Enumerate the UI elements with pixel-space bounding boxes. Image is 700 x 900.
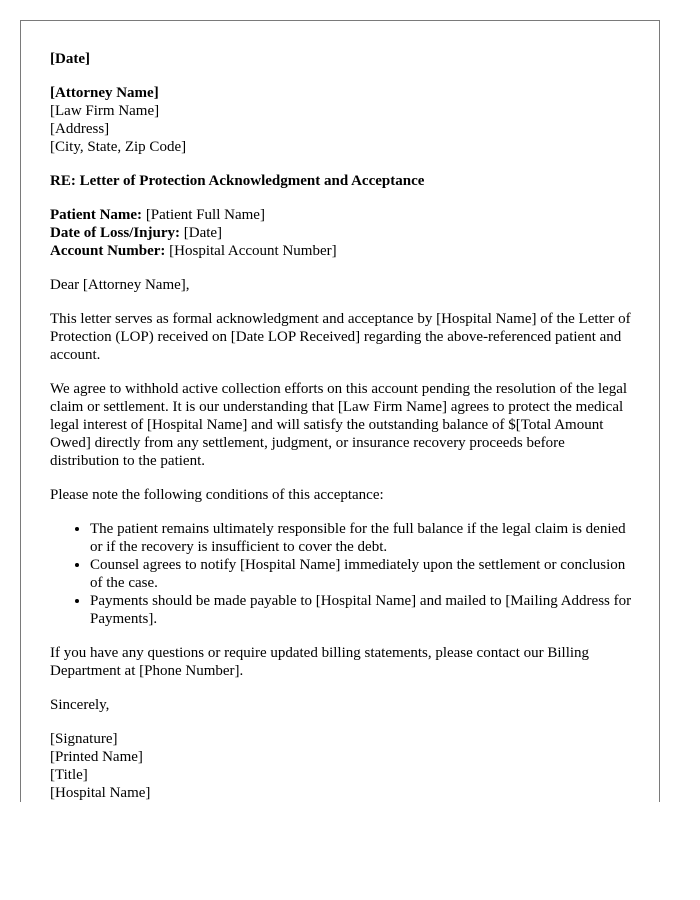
patient-name-line (50, 206, 634, 224)
account-number-label: Account Number: (50, 243, 166, 259)
letter-content (50, 50, 634, 802)
hospital-name: [Hospital Name] (50, 785, 151, 801)
printed-name: [Printed Name] (50, 749, 143, 765)
patient-name-value: [Patient Full Name] (142, 207, 265, 223)
patient-info-block (50, 206, 634, 260)
list-item: • Counsel agrees to notify [Hospital Name] immediately upon the settlement or conclusion of the case. (90, 556, 634, 592)
signer-title: [Title] (50, 767, 88, 783)
closing-paragraph: If you have any questions or require updated billing statements, please contact our Billing Department at [Phone Number]. (50, 645, 590, 679)
date-of-loss-label: Date of Loss/Injury: (50, 225, 180, 241)
subject-line: RE: Letter of Protection Acknowledgment and Acceptance (50, 173, 425, 189)
account-number-line (50, 242, 634, 260)
letter-date: [Date] (50, 51, 90, 67)
signature-block (50, 730, 634, 802)
conditions-list (50, 520, 634, 628)
signature: [Signature] (50, 731, 118, 747)
date-of-loss-line (50, 224, 634, 242)
closing: Sincerely, (50, 697, 110, 713)
account-number-value: [Hospital Account Number] (165, 243, 337, 259)
body-paragraph-acknowledgment: This letter serves as formal acknowledgment and acceptance by [Hospital Name] of the Letter of Protection (LOP) received on [Date LOP Received] regarding the above-referenced patient and account. (50, 311, 631, 363)
salutation: Dear [Attorney Name], (50, 277, 190, 293)
recipient-address: [Address] (50, 121, 110, 137)
recipient-block (50, 84, 634, 156)
law-firm-name: [Law Firm Name] (50, 103, 160, 119)
body-paragraph-agreement: We agree to withhold active collection efforts on this account pending the resolution of the legal claim or settlement. It is our understanding that [Law Firm Name] agrees to protect the medical legal interest of [Hospital Name] and will satisfy the outstanding balance of $[Total Amount Owed] directly from any settlement, judgment, or insurance recovery proceeds before distribution to the patient. (50, 381, 628, 469)
list-item: • The patient remains ultimately responsible for the full balance if the legal claim is denied or if the recovery is insufficient to cover the debt. (90, 520, 634, 556)
letter-page (20, 20, 660, 802)
recipient-city-state-zip: [City, State, Zip Code] (50, 139, 187, 155)
patient-name-label: Patient Name: (50, 207, 143, 223)
date-of-loss-value: [Date] (180, 225, 223, 241)
attorney-name: [Attorney Name] (50, 85, 159, 101)
list-item: • Payments should be made payable to [Hospital Name] and mailed to [Mailing Address for Payments]. (90, 592, 634, 628)
body-paragraph-conditions-intro: Please note the following conditions of this acceptance: (50, 487, 384, 503)
